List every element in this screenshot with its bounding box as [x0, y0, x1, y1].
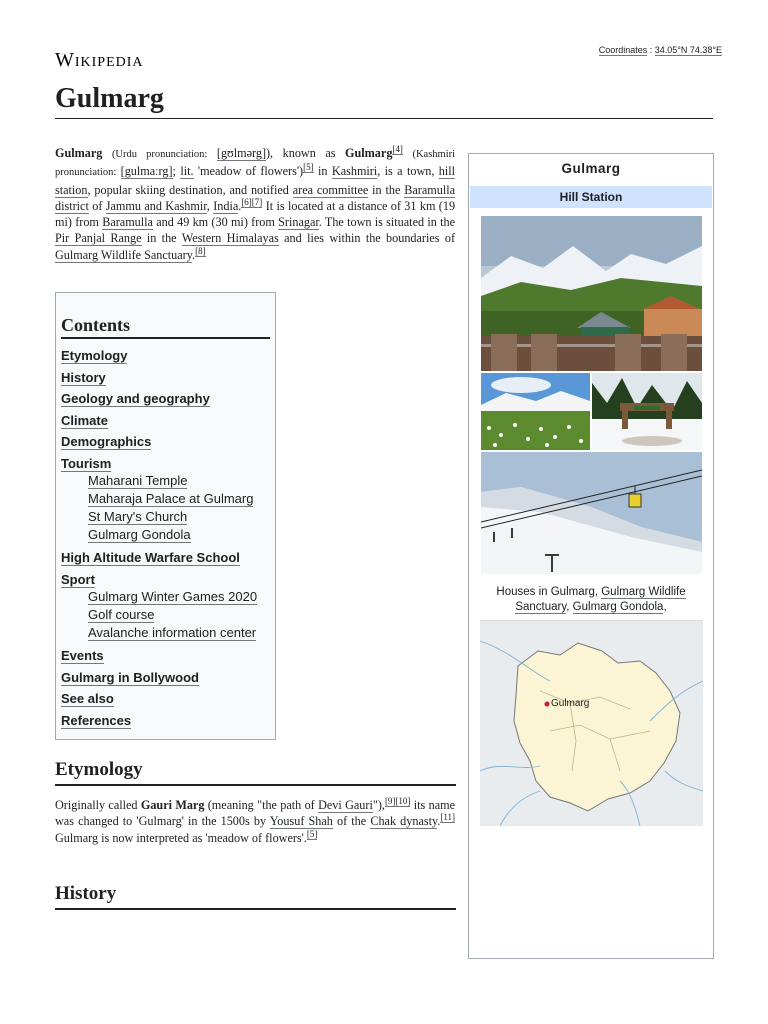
- toc-item[interactable]: [61, 710, 270, 732]
- toc-title: Contents: [61, 315, 270, 339]
- toc-item-label[interactable]: Tourism: [61, 455, 112, 471]
- toc-item-label[interactable]: See also: [61, 691, 114, 707]
- location-map[interactable]: [480, 620, 703, 825]
- ref-5b[interactable]: [5]: [306, 828, 318, 839]
- wikipedia-logo[interactable]: Wikipedia: [55, 49, 144, 71]
- toc-item[interactable]: [61, 345, 270, 367]
- toc-item-label[interactable]: Events: [61, 648, 104, 664]
- toc-subitem-label[interactable]: Maharani Temple: [88, 472, 188, 488]
- infobox-name: Gulmarg: [561, 161, 621, 176]
- toc-subitem[interactable]: [88, 508, 270, 526]
- lead-term: Gulmarg: [55, 146, 103, 160]
- toc-item-label[interactable]: References: [61, 712, 132, 728]
- ref-11[interactable]: [11]: [440, 812, 455, 823]
- western-himalayas-link[interactable]: Western Himalayas: [181, 231, 279, 246]
- toc-item[interactable]: [61, 547, 270, 569]
- ref-6-7[interactable]: [6][7]: [241, 196, 263, 207]
- devi-gauri-link[interactable]: Devi Gauri: [318, 798, 373, 812]
- table-of-contents: [55, 292, 276, 740]
- jammu-kashmir-link[interactable]: Jammu and Kashmir: [105, 198, 207, 213]
- toc-subitem-label[interactable]: Maharaja Palace at Gulmarg: [88, 490, 254, 506]
- toc-subitem-label[interactable]: Gulmarg Winter Games 2020: [88, 588, 258, 604]
- srinagar-link[interactable]: Srinagar: [278, 215, 319, 230]
- hill-station-link[interactable]: hill station: [55, 164, 456, 197]
- caption-sanctuary-link[interactable]: Gulmarg Wildlife Sanctuary: [515, 586, 686, 613]
- toc-item-label[interactable]: Demographics: [61, 434, 152, 450]
- photo-collage[interactable]: [481, 216, 702, 574]
- ref-4[interactable]: [4]: [392, 143, 403, 154]
- kashmiri-ipa-link[interactable]: [gulmaːrg]: [120, 164, 173, 179]
- ref-5[interactable]: [5]: [303, 162, 314, 173]
- coordinates-label-link[interactable]: Coordinates: [598, 45, 648, 55]
- pir-panjal-link[interactable]: Pir Panjal Range: [55, 231, 142, 246]
- toc-subitem-label[interactable]: Gulmarg Gondola: [88, 527, 191, 543]
- toc-item[interactable]: [61, 569, 270, 642]
- toc-item-label[interactable]: Sport: [61, 571, 95, 587]
- baramulla-link[interactable]: Baramulla: [102, 215, 153, 230]
- india-link[interactable]: India: [213, 198, 239, 213]
- toc-item-label[interactable]: High Altitude Warfare School: [61, 550, 240, 566]
- baramulla-district-link[interactable]: Baramulla district: [55, 182, 456, 213]
- toc-item-label[interactable]: Etymology: [61, 348, 128, 363]
- gondola-photo[interactable]: [481, 452, 702, 574]
- history-heading: History: [55, 883, 456, 910]
- caption-gondola-link[interactable]: Gulmarg Gondola: [572, 601, 664, 613]
- meadow-photo[interactable]: [481, 373, 590, 450]
- infobox-type: Hill Station: [470, 186, 712, 208]
- toc-item[interactable]: [61, 688, 270, 710]
- toc-list: [61, 345, 270, 732]
- sanctuary-gate-photo[interactable]: [592, 373, 702, 450]
- toc-item[interactable]: [61, 388, 270, 410]
- lit-abbr[interactable]: lit.: [180, 164, 194, 179]
- infobox-caption: Houses in Gulmarg, Gulmarg Wildlife Sanctuary, Gulmarg Gondola,: [496, 586, 686, 613]
- toc-subitem-label[interactable]: Avalanche information center: [88, 624, 257, 640]
- toc-item[interactable]: [61, 645, 270, 667]
- toc-subitem[interactable]: [88, 472, 270, 490]
- toc-item-label[interactable]: Climate: [61, 412, 108, 428]
- toc-sublist: [61, 588, 270, 643]
- toc-subitem[interactable]: [88, 588, 270, 606]
- toc-item[interactable]: [61, 367, 270, 389]
- ref-8[interactable]: [8]: [195, 245, 206, 256]
- lead-paragraph: Gulmarg (Urdu pronunciation: [gʊlmərg]), known as Gulmarg[4] (Kashmiri pronunciation: [gulmaːrg]; lit. 'meadow of flowers')[5] in Kashmiri, is a town, hill station, popular skiing destination, and notified area committee in the Baramulla district of Jammu and Kashmir, India.[6][7] It is located at a distance of 31 km (19 mi) from Baramulla and 49 km (30 mi) from Srinagar. The town is situated in the Pir Panjal Range in the Western Himalayas and lies within the boundaries of Gulmarg Wildlife Sanctuary.[8]: [55, 143, 456, 262]
- toc-subitem-label[interactable]: St Mary's Church: [88, 508, 188, 524]
- toc-sublist: [61, 472, 270, 545]
- toc-item[interactable]: [61, 453, 270, 544]
- houses-photo[interactable]: [481, 216, 702, 371]
- toc-item[interactable]: [61, 667, 270, 689]
- etymology-paragraph: Originally called Gauri Marg (meaning "the path of Devi Gauri"),[9][10] its name was changed to 'Gulmarg' in the 1500s by Yousuf Shah of the Chak dynasty.[11] Gulmarg is now interpreted as 'meadow of flowers'.[5]: [55, 795, 455, 845]
- toc-subitem[interactable]: [88, 624, 270, 642]
- ref-9-10[interactable]: [9][10]: [384, 795, 411, 806]
- toc-item[interactable]: [61, 431, 270, 453]
- toc-subitem[interactable]: [88, 606, 270, 624]
- urdu-ipa-link[interactable]: [gʊlmərg]: [216, 146, 266, 160]
- toc-item-label[interactable]: Gulmarg in Bollywood: [61, 669, 199, 685]
- toc-subitem[interactable]: [88, 490, 270, 508]
- kashmiri-link[interactable]: Kashmiri: [331, 164, 378, 179]
- toc-item[interactable]: [61, 410, 270, 432]
- toc-item-label[interactable]: History: [61, 369, 106, 385]
- toc-item-label[interactable]: Geology and geography: [61, 391, 210, 407]
- infobox: [468, 153, 714, 959]
- map-marker-icon: [544, 701, 550, 707]
- area-committee-link[interactable]: area committee: [292, 182, 369, 197]
- sanctuary-link[interactable]: Gulmarg Wildlife Sanctuary: [55, 247, 193, 262]
- chak-dynasty-link[interactable]: Chak dynasty: [370, 814, 438, 829]
- page-title: Gulmarg: [55, 83, 713, 119]
- etymology-heading: Etymology: [55, 759, 456, 786]
- coordinates-value-link[interactable]: 34.05°N 74.38°E: [654, 45, 722, 55]
- coordinates: Coordinates : 34.05°N 74.38°E: [598, 45, 722, 55]
- map-marker-label: Gulmarg: [551, 698, 590, 709]
- toc-subitem[interactable]: [88, 526, 270, 544]
- toc-subitem-label[interactable]: Golf course: [88, 606, 155, 622]
- yousuf-shah-link[interactable]: Yousuf Shah: [269, 814, 333, 829]
